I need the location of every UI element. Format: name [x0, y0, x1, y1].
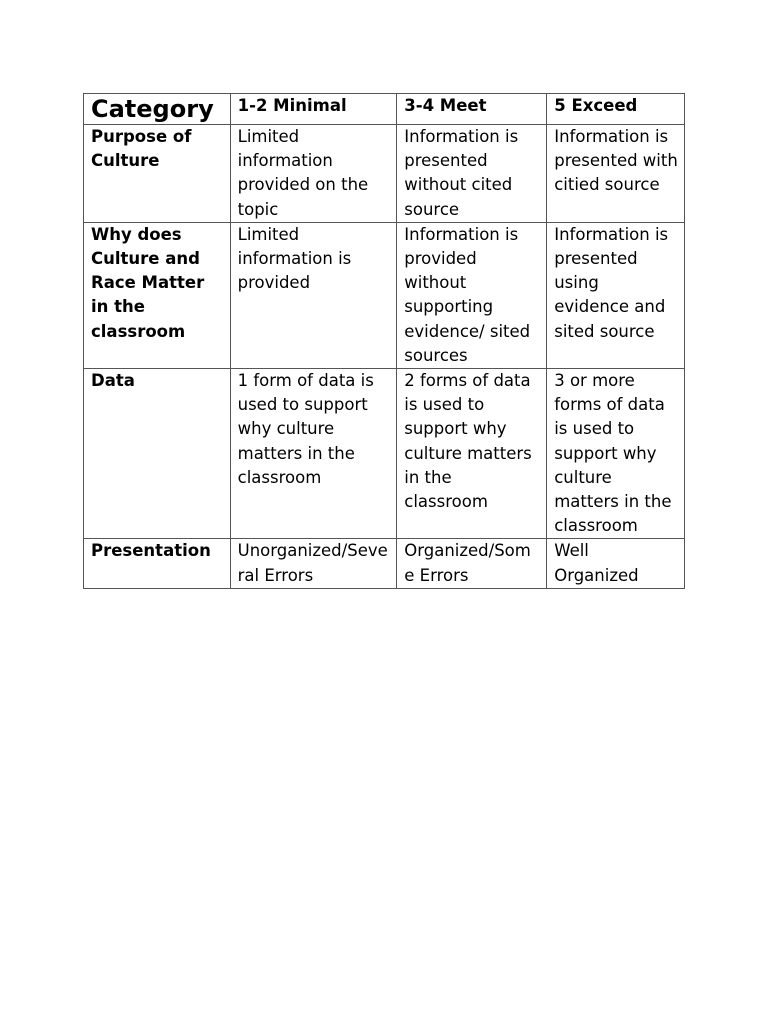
header-category: Category: [84, 94, 231, 125]
table-row: [84, 125, 685, 223]
minimal-cell: Limited information is provided: [230, 222, 397, 368]
minimal-cell: 1 form of data is used to support why culture matters in the classroom: [230, 369, 397, 539]
header-exceed: 5 Exceed: [547, 94, 685, 125]
exceed-cell: Information is presented using evidence and sited source: [547, 222, 685, 368]
category-cell: Why does Culture and Race Matter in the classroom: [84, 222, 231, 368]
category-cell: Purpose of Culture: [84, 125, 231, 223]
meet-cell: 2 forms of data is used to support why culture matters in the classroom: [397, 369, 547, 539]
exceed-cell: Information is presented with citied source: [547, 125, 685, 223]
exceed-cell: 3 or more forms of data is used to support why culture matters in the classroom: [547, 369, 685, 539]
header-minimal: 1-2 Minimal: [230, 94, 397, 125]
category-cell: Data: [84, 369, 231, 539]
table-row: [84, 369, 685, 539]
meet-cell: Information is presented without cited source: [397, 125, 547, 223]
meet-cell: Organized/Some Errors: [397, 539, 547, 588]
category-cell: Presentation: [84, 539, 231, 588]
table-row: [84, 222, 685, 368]
meet-cell: Information is provided without supporting evidence/ sited sources: [397, 222, 547, 368]
table-row: [84, 539, 685, 588]
minimal-cell: Limited information provided on the topic: [230, 125, 397, 223]
header-row: [84, 94, 685, 125]
rubric-table: [83, 93, 685, 589]
header-meet: 3-4 Meet: [397, 94, 547, 125]
exceed-cell: Well Organized: [547, 539, 685, 588]
minimal-cell: Unorganized/Several Errors: [230, 539, 397, 588]
